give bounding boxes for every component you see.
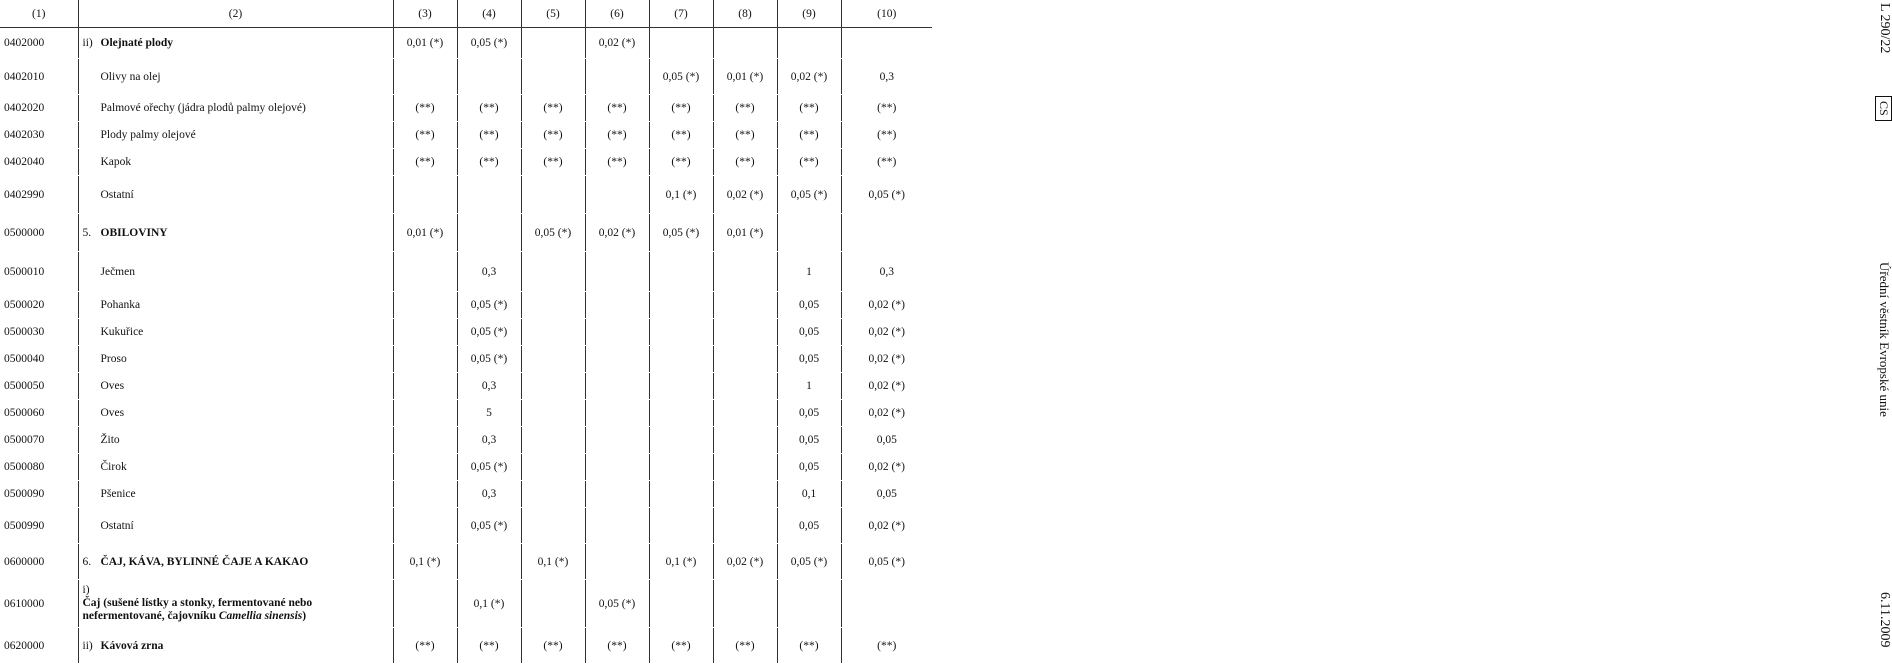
product-code: 0500020 — [4, 299, 45, 311]
limit-value — [585, 346, 649, 373]
product-name — [83, 266, 135, 278]
product-name-text: ČAJ, KÁVA, BYLINNÉ ČAJE A KAKAO — [100, 555, 309, 568]
product-name-cell — [78, 319, 393, 346]
table-row — [0, 508, 932, 544]
limit-value — [841, 580, 932, 628]
limit-value: (**) — [713, 149, 777, 176]
limit-value — [521, 454, 585, 481]
product-code: 0402020 — [4, 102, 45, 114]
product-name-cell — [78, 214, 393, 252]
limit-value: (**) — [521, 628, 585, 664]
limit-value: (**) — [585, 628, 649, 664]
limit-value: 0,05 (*) — [649, 59, 713, 95]
limit-value: (**) — [457, 95, 521, 122]
product-name-cell — [78, 544, 393, 580]
limit-value — [777, 214, 841, 252]
limit-value: (**) — [777, 122, 841, 149]
limit-value: 0,02 (*) — [841, 346, 932, 373]
product-code: 0500090 — [4, 488, 45, 500]
limit-value: (**) — [649, 122, 713, 149]
limit-value — [393, 427, 457, 454]
limit-value — [393, 481, 457, 508]
limit-value: 0,05 (*) — [457, 508, 521, 544]
product-name-suffix: ) — [302, 610, 307, 622]
limit-value: 0,3 — [457, 373, 521, 400]
limit-value — [393, 252, 457, 292]
product-name — [83, 156, 132, 168]
limit-value: 0,01 (*) — [713, 59, 777, 95]
limit-value: (**) — [457, 122, 521, 149]
product-code: 0500040 — [4, 353, 45, 365]
limit-value: 0,02 (*) — [841, 373, 932, 400]
product-name — [101, 37, 174, 49]
limit-value: 0,1 — [777, 481, 841, 508]
limit-value: 0,02 (*) — [585, 214, 649, 252]
limit-value: 0,02 (*) — [585, 28, 649, 59]
product-name-cell — [78, 28, 393, 59]
limit-value: 1 — [777, 373, 841, 400]
limit-value: (**) — [841, 122, 932, 149]
limit-value — [841, 28, 932, 59]
column-header: (1) — [0, 0, 78, 28]
limit-value: 0,3 — [841, 252, 932, 292]
limit-value: 0,1 (*) — [649, 544, 713, 580]
limit-value — [521, 481, 585, 508]
group-number: 6. — [82, 555, 92, 568]
product-name-cell — [78, 628, 393, 664]
product-name-text: Olejnaté plody — [100, 37, 174, 49]
product-name-text: OBILOVINY — [100, 226, 168, 239]
limit-value: 0,05 (*) — [457, 292, 521, 319]
limit-value — [713, 508, 777, 544]
table-row — [0, 628, 932, 664]
limit-value — [713, 427, 777, 454]
product-name — [83, 299, 141, 311]
limit-value: 0,05 (*) — [521, 214, 585, 252]
limit-value — [649, 252, 713, 292]
limit-value: 0,02 (*) — [841, 454, 932, 481]
product-name — [83, 597, 373, 623]
limit-value: (**) — [457, 149, 521, 176]
product-name-text: Pohanka — [100, 299, 141, 311]
limit-value: (**) — [585, 149, 649, 176]
limit-value: (**) — [585, 122, 649, 149]
limit-value: 0,01 (*) — [713, 214, 777, 252]
product-name — [83, 520, 134, 532]
limit-value: (**) — [649, 95, 713, 122]
limit-value: 0,02 (*) — [841, 319, 932, 346]
limit-value: 0,01 (*) — [393, 28, 457, 59]
limit-value — [777, 580, 841, 628]
table-row — [0, 346, 932, 373]
limit-value: 0,05 — [777, 427, 841, 454]
limit-value: 0,1 (*) — [457, 580, 521, 628]
limit-value — [649, 508, 713, 544]
table-row — [0, 400, 932, 427]
product-name-text: Kukuřice — [100, 326, 144, 338]
limit-value: 0,02 (*) — [713, 176, 777, 214]
product-code: 0402990 — [0, 176, 78, 214]
product-name-text: Ječmen — [100, 265, 135, 278]
limit-value: 0,02 (*) — [841, 508, 932, 544]
product-name-text: Olivy na olej — [100, 70, 161, 83]
table-row — [0, 580, 932, 628]
limit-value: (**) — [521, 149, 585, 176]
column-header: (8) — [713, 0, 777, 28]
product-name — [101, 556, 309, 568]
limit-value: (**) — [585, 95, 649, 122]
product-name — [83, 129, 196, 141]
table-row — [0, 28, 932, 59]
limit-value: (**) — [713, 122, 777, 149]
limit-value: 0,05 — [777, 400, 841, 427]
column-header: (9) — [777, 0, 841, 28]
limit-value: 0,05 — [777, 346, 841, 373]
limit-value — [521, 508, 585, 544]
document-page — [0, 0, 932, 665]
table-row — [0, 252, 932, 292]
limit-value: 0,05 (*) — [457, 319, 521, 346]
limit-value: 0,01 (*) — [393, 214, 457, 252]
limit-value: 0,05 — [841, 481, 932, 508]
column-header: (6) — [585, 0, 649, 28]
limit-value — [585, 59, 649, 95]
limit-value — [713, 454, 777, 481]
limit-value: (**) — [777, 149, 841, 176]
limit-value — [841, 214, 932, 252]
product-name — [101, 227, 168, 239]
limit-value: 0,05 (*) — [457, 28, 521, 59]
journal-title: Úřední věstník Evropské unie — [1877, 262, 1892, 417]
table-row — [0, 122, 932, 149]
limit-value: 0,3 — [457, 481, 521, 508]
limit-value: 0,05 (*) — [457, 454, 521, 481]
limit-value: 0,05 (*) — [585, 580, 649, 628]
limit-value — [521, 292, 585, 319]
limit-value — [649, 427, 713, 454]
product-code: 0600000 — [0, 544, 78, 580]
limit-value — [585, 373, 649, 400]
limit-value: (**) — [393, 149, 457, 176]
limit-value: 0,05 — [841, 427, 932, 454]
limit-value — [521, 252, 585, 292]
limit-value — [457, 214, 521, 252]
product-name — [83, 407, 125, 419]
page-reference: L 290/22 — [1877, 3, 1892, 54]
limit-value: (**) — [649, 628, 713, 664]
product-name-cell — [78, 427, 393, 454]
product-name-text: Pšenice — [100, 488, 136, 500]
limit-value — [777, 28, 841, 59]
product-name-cell — [78, 292, 393, 319]
product-code: 0402040 — [4, 156, 45, 168]
product-name-text: Čirok — [100, 461, 127, 473]
limit-value: 0,1 (*) — [521, 544, 585, 580]
table-row — [0, 95, 932, 122]
product-code: 0500050 — [4, 380, 45, 392]
limit-value — [713, 252, 777, 292]
product-name-text: Čaj (sušené lístky a stonky, fermentované nebo nefermentované, čajovníku — [82, 597, 313, 622]
limit-value: 0,05 (*) — [457, 346, 521, 373]
product-name-cell — [78, 176, 393, 214]
product-code: 0500990 — [0, 508, 78, 544]
product-name-text: Žito — [100, 434, 120, 446]
product-name-cell — [78, 346, 393, 373]
limit-value — [393, 346, 457, 373]
product-name-cell — [78, 95, 393, 122]
limit-value — [649, 481, 713, 508]
limit-value: (**) — [713, 628, 777, 664]
table-body — [0, 28, 932, 664]
limit-value — [393, 373, 457, 400]
table-row — [0, 319, 932, 346]
limit-value — [713, 319, 777, 346]
product-name-text: Plody palmy olejové — [100, 129, 196, 141]
product-name-cell — [78, 149, 393, 176]
limit-value — [713, 400, 777, 427]
table-row — [0, 214, 932, 252]
product-name-cell — [78, 373, 393, 400]
product-code: 0402030 — [4, 129, 45, 141]
limit-value — [585, 508, 649, 544]
limit-value — [457, 176, 521, 214]
product-name-cell — [78, 122, 393, 149]
product-name-text: Ostatní — [100, 188, 134, 201]
limit-value — [393, 454, 457, 481]
limit-value: 1 — [777, 252, 841, 292]
table-row — [0, 481, 932, 508]
limit-value: (**) — [393, 122, 457, 149]
limit-value — [649, 373, 713, 400]
limit-value — [393, 580, 457, 628]
table-row — [0, 149, 932, 176]
limit-value — [713, 580, 777, 628]
product-code: 0500010 — [0, 252, 78, 292]
limit-value — [585, 454, 649, 481]
limit-value: (**) — [457, 628, 521, 664]
product-name-cell — [78, 508, 393, 544]
limit-value: (**) — [393, 628, 457, 664]
product-code: 0402010 — [0, 59, 78, 95]
limit-value — [521, 176, 585, 214]
limit-value: (**) — [841, 149, 932, 176]
product-name-cell — [78, 400, 393, 427]
side-margin — [936, 0, 1892, 665]
product-code: 0500080 — [4, 461, 45, 473]
limit-value: 0,3 — [457, 252, 521, 292]
limit-value — [521, 319, 585, 346]
limit-value: (**) — [521, 95, 585, 122]
product-name-cell — [78, 481, 393, 508]
limit-value: (**) — [713, 95, 777, 122]
limit-value — [585, 481, 649, 508]
table-row — [0, 373, 932, 400]
product-code: 0500030 — [4, 326, 45, 338]
product-name — [83, 461, 127, 473]
product-name-text: Oves — [100, 380, 125, 392]
limit-value — [649, 400, 713, 427]
product-name — [83, 488, 136, 500]
column-header: (3) — [393, 0, 457, 28]
limit-value: 0,05 (*) — [841, 176, 932, 214]
limit-value — [649, 454, 713, 481]
product-name-text: Oves — [100, 407, 125, 419]
product-name — [83, 434, 120, 446]
limit-value: (**) — [841, 95, 932, 122]
limit-value — [649, 319, 713, 346]
product-name-cell — [78, 454, 393, 481]
limit-value — [649, 28, 713, 59]
product-name-text: Kapok — [100, 156, 132, 168]
table-row — [0, 292, 932, 319]
publication-date: 6.11.2009 — [1877, 592, 1892, 648]
limit-value — [521, 580, 585, 628]
language-badge: CS — [1875, 96, 1892, 121]
limit-value — [585, 252, 649, 292]
limit-value — [521, 373, 585, 400]
product-code: 0500070 — [4, 434, 45, 446]
product-name — [83, 102, 306, 114]
limit-value: 5 — [457, 400, 521, 427]
column-header: (7) — [649, 0, 713, 28]
limit-value — [713, 373, 777, 400]
product-name — [83, 380, 125, 392]
limit-value: (**) — [841, 628, 932, 664]
limit-value — [713, 481, 777, 508]
limit-value — [457, 544, 521, 580]
limit-value: 0,05 — [777, 319, 841, 346]
limit-value: 0,05 — [777, 508, 841, 544]
product-name — [83, 353, 127, 365]
limit-value: 0,02 (*) — [841, 292, 932, 319]
limit-value — [521, 346, 585, 373]
product-name-text: Proso — [100, 353, 127, 365]
limit-value — [585, 292, 649, 319]
limit-value: 0,05 (*) — [649, 214, 713, 252]
limit-value — [393, 292, 457, 319]
limit-value — [521, 400, 585, 427]
table-row — [0, 427, 932, 454]
limit-value: 0,05 (*) — [777, 176, 841, 214]
table-row — [0, 176, 932, 214]
product-name-text: Kávová zrna — [100, 639, 164, 652]
limit-value: 0,02 (*) — [841, 400, 932, 427]
product-code: 0620000 — [0, 628, 78, 664]
limit-value: (**) — [777, 95, 841, 122]
table-row — [0, 59, 932, 95]
limit-value: 0,02 (*) — [713, 544, 777, 580]
limit-value: 0,3 — [457, 427, 521, 454]
group-number: i) — [82, 584, 90, 596]
limit-value: 0,05 (*) — [777, 544, 841, 580]
limit-value: (**) — [649, 149, 713, 176]
column-header: (5) — [521, 0, 585, 28]
limit-value — [393, 319, 457, 346]
column-header: (10) — [841, 0, 932, 28]
species-name: Camellia sinensis — [218, 610, 303, 622]
limit-value — [585, 544, 649, 580]
limit-value: 0,3 — [841, 59, 932, 95]
product-code: 0610000 — [0, 580, 78, 628]
column-header: (4) — [457, 0, 521, 28]
limit-value — [585, 176, 649, 214]
limit-value — [393, 508, 457, 544]
limit-value: 0,05 — [777, 292, 841, 319]
product-name — [83, 71, 161, 83]
product-name-text: Ostatní — [100, 519, 134, 532]
limit-value — [521, 28, 585, 59]
product-name-cell — [78, 580, 393, 628]
table-row — [0, 544, 932, 580]
product-name — [83, 326, 144, 338]
limit-value — [649, 580, 713, 628]
group-number: 5. — [82, 226, 92, 239]
limit-value: 0,1 (*) — [393, 544, 457, 580]
limit-value — [585, 427, 649, 454]
limit-value: 0,02 (*) — [777, 59, 841, 95]
product-code: 0402000 — [4, 37, 45, 49]
limit-value — [393, 176, 457, 214]
product-name-cell — [78, 252, 393, 292]
residue-limits-table — [0, 0, 932, 664]
limit-value: (**) — [393, 95, 457, 122]
limit-value — [521, 427, 585, 454]
limit-value — [649, 346, 713, 373]
limit-value — [649, 292, 713, 319]
product-code: 0500060 — [4, 407, 45, 419]
column-header-row — [0, 0, 932, 28]
limit-value — [713, 28, 777, 59]
product-name — [101, 640, 164, 652]
limit-value: 0,05 — [777, 454, 841, 481]
limit-value — [393, 400, 457, 427]
product-name-cell — [78, 59, 393, 95]
product-name-text: Palmové ořechy (jádra plodů palmy olejové) — [100, 102, 306, 114]
limit-value — [585, 319, 649, 346]
limit-value: 0,05 (*) — [841, 544, 932, 580]
limit-value — [713, 292, 777, 319]
limit-value: (**) — [777, 628, 841, 664]
limit-value: (**) — [521, 122, 585, 149]
group-number: ii) — [82, 639, 93, 652]
limit-value — [521, 59, 585, 95]
limit-value — [585, 400, 649, 427]
limit-value — [457, 59, 521, 95]
product-code: 0500000 — [0, 214, 78, 252]
product-name — [83, 189, 134, 201]
limit-value — [393, 59, 457, 95]
limit-value: 0,1 (*) — [649, 176, 713, 214]
column-header: (2) — [78, 0, 393, 28]
table-row — [0, 454, 932, 481]
limit-value — [713, 346, 777, 373]
group-number: ii) — [82, 37, 93, 49]
